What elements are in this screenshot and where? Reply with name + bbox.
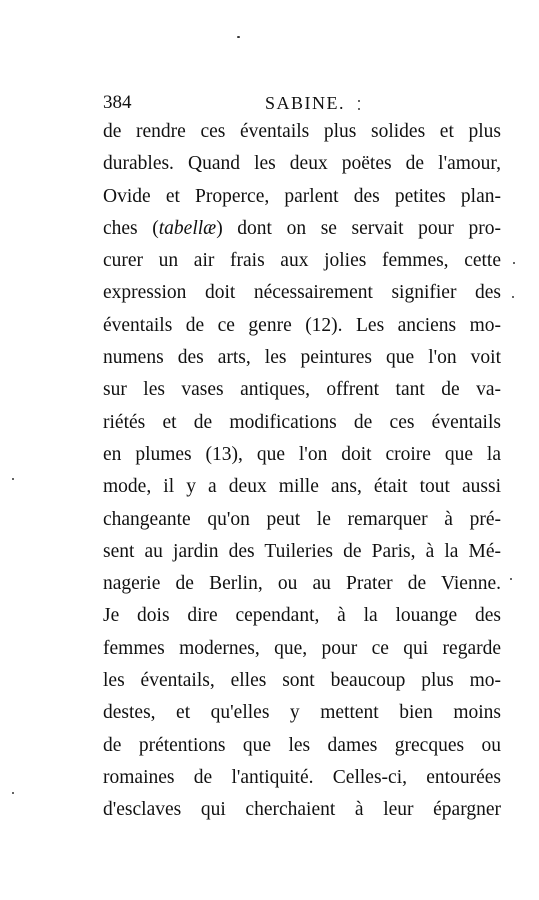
text-line: de prétentions que les dames grecques ou xyxy=(103,734,501,756)
ink-speck xyxy=(12,792,14,794)
text-line: durables. Quand les deux poëtes de l'amour, xyxy=(103,153,501,175)
ink-speck xyxy=(512,296,514,298)
text-line: riétés et de modifications de ces éventails xyxy=(103,411,501,433)
text-line: éventails de ce genre (12). Les anciens mo- xyxy=(103,314,501,336)
text-line: femmes modernes, que, pour ce qui regarde xyxy=(103,637,501,659)
text-line: sent au jardin des Tuileries de Paris, à la Mé- xyxy=(103,540,501,562)
text-line: Ovide et Properce, parlent des petites plan- xyxy=(103,185,501,207)
text-line: en plumes (13), que l'on doit croire que la xyxy=(103,443,501,465)
text-line: de rendre ces éventails plus solides et plus xyxy=(103,121,501,142)
ink-speck xyxy=(513,262,515,264)
text-line: expression doit nécessairement signifier des xyxy=(103,282,501,304)
body-text xyxy=(103,116,501,827)
ink-speck xyxy=(237,36,240,38)
italic-term: tabellæ xyxy=(158,217,217,239)
running-title: SABINE. xyxy=(265,93,346,113)
text-line: changeante qu'on peut le remarquer à pré- xyxy=(103,508,501,530)
page-number: 384 xyxy=(103,92,132,113)
text-line: sur les vases antiques, offrent tant de va- xyxy=(103,379,501,401)
text-line: Je dois dire cependant, à la louange des xyxy=(103,605,501,627)
text-line: ches (tabellæ) dont on se servait pour pro- xyxy=(103,217,501,239)
ink-speck xyxy=(510,578,512,580)
text-line: romaines de l'antiquité. Celles-ci, entourées xyxy=(103,766,501,788)
text-line: les éventails, elles sont beaucoup plus mo- xyxy=(103,670,501,692)
text-line: curer un air frais aux jolies femmes, cette xyxy=(103,250,501,272)
ink-speck xyxy=(12,478,14,480)
text-line: mode, il y a deux mille ans, était tout aussi xyxy=(103,476,501,498)
text-line: destes, et qu'elles y mettent bien moins xyxy=(103,702,501,724)
text-line: d'esclaves qui cherchaient à leur épargner xyxy=(103,799,501,821)
text-line: nagerie de Berlin, ou au Prater de Vienne. xyxy=(103,573,501,595)
text-line: numens des arts, les peintures que l'on voit xyxy=(103,347,501,369)
page-header xyxy=(103,90,433,116)
